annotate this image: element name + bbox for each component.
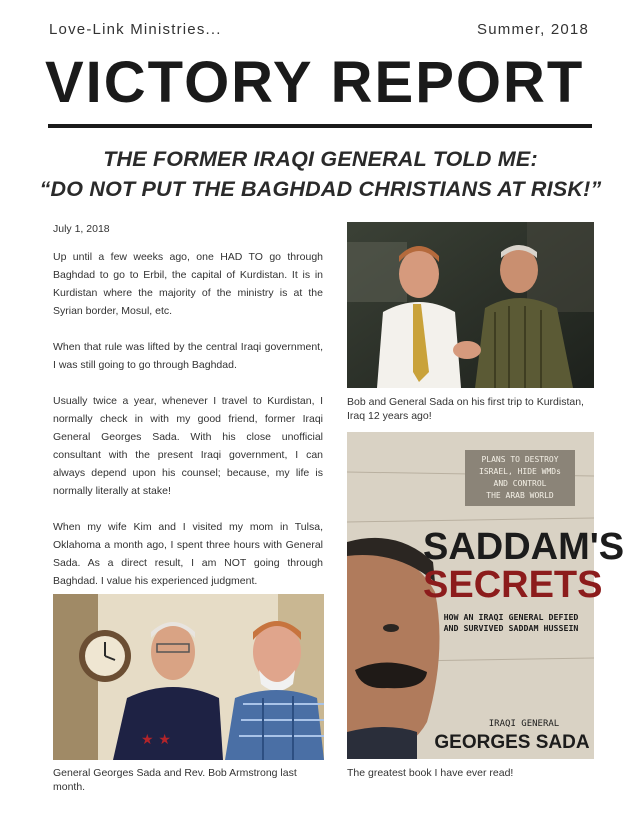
book-subtitle-line-2: AND SURVIVED SADDAM HUSSEIN	[443, 623, 579, 633]
book-title-line-1: SADDAM'S	[423, 526, 625, 568]
article-dateline: July 1, 2018	[53, 223, 110, 235]
book-cover	[347, 432, 625, 759]
svg-text:★ ★: ★ ★	[141, 732, 171, 748]
article-paragraph-4: When my wife Kim and I visited my mom in Tulsa, Oklahoma a month ago, I spent three hours with General Sada. As a direct result, I am NOT going through Baghdad. I value his experienced judgment.	[53, 521, 323, 587]
newsletter-title: VICTORY REPORT	[45, 50, 585, 115]
caption-first-trip: Bob and General Sada on his first trip to Kurdistan, Iraq 12 years ago!	[347, 396, 584, 422]
book-tagline-line: ISRAEL, HIDE WMDs	[479, 467, 561, 476]
article-paragraph-1: Up until a few weeks ago, one HAD TO go through Baghdad to go to Erbil, the capital of Kurdistan. It is in Kurdistan where the majority of the ministry is at the Syrian border, Mosul, etc.	[53, 251, 323, 317]
article-paragraph-3: Usually twice a year, whenever I travel to Kurdistan, I normally check in with my good friend, former Iraqi General Georges Sada. With his close unofficial consultant with the present Iraqi government, I can always depend upon his counsel; because, my life is normally literally at stake!	[53, 395, 323, 497]
book-tagline-line: AND CONTROL	[493, 479, 547, 488]
book-tagline-line: THE ARAB WORLD	[486, 491, 554, 500]
book-author-label: IRAQI GENERAL	[488, 719, 560, 729]
book-subtitle	[431, 612, 591, 634]
photo-last-month	[53, 594, 324, 760]
book-tagline-line: PLANS TO DESTROY	[481, 455, 559, 464]
title-divider	[48, 124, 592, 128]
photo-first-trip	[347, 222, 594, 388]
book-subtitle-line-1: HOW AN IRAQI GENERAL DEFIED	[443, 612, 579, 622]
issue-date: Summer, 2018	[477, 21, 589, 38]
caption-book: The greatest book I have ever read!	[347, 767, 514, 779]
book-title-line-2: SECRETS	[423, 564, 603, 606]
headline-line-1: THE FORMER IRAQI GENERAL TOLD ME:	[103, 147, 538, 171]
caption-last-month: General Georges Sada and Rev. Bob Armstrong last month.	[53, 767, 297, 793]
book-tagline	[465, 450, 575, 506]
book-author-name: GEORGES SADA	[434, 732, 590, 753]
headline-line-2: “DO NOT PUT THE BAGHDAD CHRISTIANS AT RISK!”	[39, 177, 602, 201]
article-body	[53, 248, 323, 608]
article-paragraph-2: When that rule was lifted by the central Iraqi government, I was still going to go through Baghdad.	[53, 341, 323, 371]
organization-name: Love-Link Ministries...	[49, 21, 222, 38]
